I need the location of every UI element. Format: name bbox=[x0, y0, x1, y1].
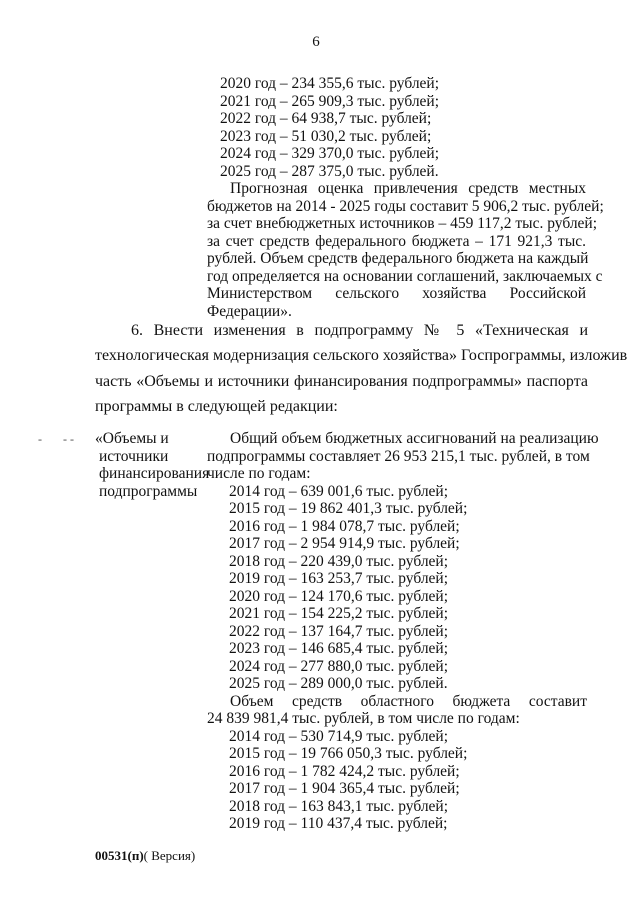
item6-line: технологическая модернизация сельского хозяйства» Госпрограммы, изложив bbox=[95, 347, 628, 364]
page-number: 6 bbox=[312, 34, 320, 50]
regional-intro-line: 24 839 981,4 тыс. рублей, в том числе по годам: bbox=[207, 710, 520, 727]
margin-mark: - - bbox=[63, 432, 74, 446]
total-intro-line: Общий объем бюджетных ассигнований на реализацию bbox=[230, 430, 599, 447]
regional-year-line: 2019 год – 110 437,4 тыс. рублей; bbox=[229, 815, 448, 832]
total-year-line: 2014 год – 639 001,6 тыс. рублей; bbox=[229, 482, 449, 500]
total-intro-line: числе по годам: bbox=[207, 465, 311, 482]
total-year-line: 2020 год – 124 170,6 тыс. рублей; bbox=[229, 587, 449, 605]
top-year-line: 2020 год – 234 355,6 тыс. рублей; bbox=[220, 75, 440, 92]
top-year-line: 2025 год – 287 375,0 тыс. рублей. bbox=[220, 162, 439, 180]
total-year-line: 2017 год – 2 954 914,9 тыс. рублей; bbox=[229, 535, 460, 552]
top-year-line: 2024 год – 329 370,0 тыс. рублей; bbox=[220, 145, 440, 162]
total-intro-line: подпрограммы составляет 26 953 215,1 тыс. рублей, в том bbox=[207, 447, 590, 465]
total-year-line: 2025 год – 289 000,0 тыс. рублей. bbox=[229, 675, 448, 692]
total-year-line: 2024 год – 277 880,0 тыс. рублей; bbox=[229, 657, 449, 675]
top-year-line: 2023 год – 51 030,2 тыс. рублей; bbox=[220, 127, 432, 145]
footer-code: 00531(п) bbox=[95, 848, 144, 863]
forecast-line: год определяется на основании соглашений, заключаемых с bbox=[207, 267, 603, 285]
margin-mark: - bbox=[38, 432, 42, 446]
regional-year-line: 2014 год – 530 714,9 тыс. рублей; bbox=[229, 727, 449, 745]
item6-line: часть «Объемы и источники финансирования подпрограммы» паспорта bbox=[95, 373, 588, 390]
total-year-line: 2022 год – 137 164,7 тыс. рублей; bbox=[229, 622, 449, 640]
total-year-line: 2015 год – 19 862 401,3 тыс. рублей; bbox=[229, 500, 468, 517]
forecast-line: Федерации». bbox=[207, 302, 292, 320]
label-line: финансирования bbox=[99, 465, 210, 482]
label-line: «Объемы и bbox=[95, 430, 169, 447]
forecast-line: Прогнозная оценка привлечения средств местных bbox=[230, 180, 586, 197]
label-line: подпрограммы bbox=[99, 482, 198, 500]
item6-line: программы в следующей редакции: bbox=[95, 398, 338, 415]
forecast-line: рублей. Объем средств федерального бюджета на каждый bbox=[207, 250, 589, 267]
label-line: источники bbox=[99, 447, 169, 465]
total-year-line: 2018 год – 220 439,0 тыс. рублей; bbox=[229, 552, 449, 570]
total-year-line: 2016 год – 1 984 078,7 тыс. рублей; bbox=[229, 517, 460, 535]
regional-intro-line: Объем средств областного бюджета составит bbox=[230, 692, 587, 710]
footer bbox=[95, 848, 195, 864]
forecast-line: бюджетов на 2014 - 2025 годы составит 5 906,2 тыс. рублей; bbox=[207, 197, 604, 215]
footer-version: ( Версия) bbox=[143, 848, 196, 863]
total-year-line: 2023 год – 146 685,4 тыс. рублей; bbox=[229, 640, 449, 657]
regional-year-line: 2017 год – 1 904 365,4 тыс. рублей; bbox=[229, 780, 460, 797]
top-year-line: 2021 год – 265 909,3 тыс. рублей; bbox=[220, 92, 440, 110]
forecast-line: Министерством сельского хозяйства Российской bbox=[207, 285, 586, 302]
total-year-line: 2019 год – 163 253,7 тыс. рублей; bbox=[229, 570, 449, 587]
forecast-line: за счет внебюджетных источников – 459 117,2 тыс. рублей; bbox=[207, 215, 598, 232]
total-year-line: 2021 год – 154 225,2 тыс. рублей; bbox=[229, 605, 449, 622]
regional-year-line: 2015 год – 19 766 050,3 тыс. рублей; bbox=[229, 745, 468, 762]
regional-year-line: 2018 год – 163 843,1 тыс. рублей; bbox=[229, 797, 449, 815]
forecast-line: за счет средств федерального бюджета – 171 921,3 тыс. bbox=[207, 232, 586, 250]
regional-year-line: 2016 год – 1 782 424,2 тыс. рублей; bbox=[229, 762, 460, 780]
item6-line: 6. Внести изменения в подпрограмму № 5 «Техническая и bbox=[131, 322, 588, 339]
top-year-line: 2022 год – 64 938,7 тыс. рублей; bbox=[220, 110, 432, 127]
